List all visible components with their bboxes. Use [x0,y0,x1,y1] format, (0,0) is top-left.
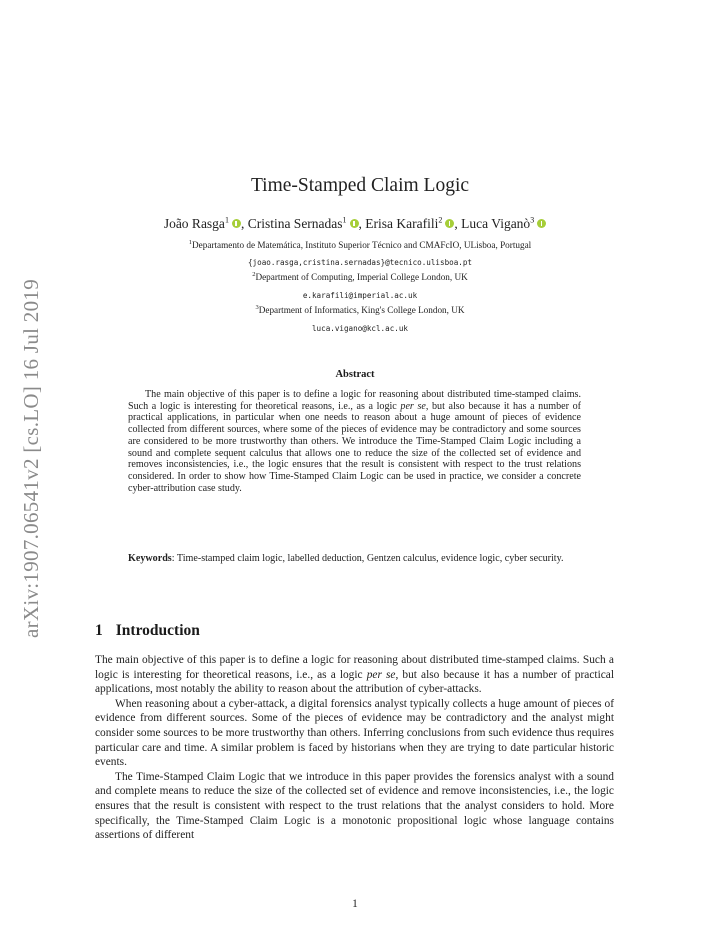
paragraph-text-part: The main objective of this paper is to define a logic for reasoning about distributed time-stamped claims. Such a logic is interesting for theoretical reasons, i.e., as a logic [95,654,614,681]
author-name: Luca Viganò [461,216,531,231]
paragraph: The Time-Stamped Claim Logic that we introduce in this paper provides the forensics analyst with a sound and complete means to reduce the size of the collected set of evidence and remove inconsistencies, i.e., the logic ensures that the result is consistent with respect to the trust relations that the analyst considers to hold. More specifically, the Time-Stamped Claim Logic is a monotonic propositional logic whose language contains assertions of different [95,770,614,842]
author-2 [248,216,359,232]
abstract-text-part: The main objective of this paper is to define a logic for reasoning about distributed time-stamped claims. Such a logic is interesting for theoretical reasons, i.e., as a logic [128,389,581,412]
abstract-text-part: , but also because it has a number of practical applications, in particular when one needs to reason about a huge amount of pieces of evidence collected from different sources, where some of the pieces of evidence may be contradictory and some sources are considered to be more trustworthy than others. We introduce the Time-Stamped Claim Logic including a sound and complete sequent calculus that allows one to reduce the size of the collected set of evidence and removes inconsistencies, i.e., the logic ensures that the result is consistent with respect to the trust relations considered. In order to show how Time-Stamped Claim Logic can be used in practice, we consider a concrete cyber-attribution case study. [128,400,582,494]
affiliation-mark: 1 [188,238,193,246]
orcid-icon[interactable] [537,219,546,228]
affiliation-3-email: luca.vigano@kcl.ac.uk [311,324,408,333]
affiliation-text: Departamento de Matemática, Instituto Superior Técnico and CMAFcIO, ULisboa, Portugal [192,240,532,250]
abstract-body [128,389,581,494]
paragraph: When reasoning about a cyber-attack, a digital forensics analyst typically collects a huge amount of pieces of evidence from different sources. Some of the pieces of evidence may be contradictory and the analyst might consider some sources to be more trustworthy than others. Inferring conclusions from such evidence thus requires particular care and time. A similar problem is faced by historians when they are trying to date particular historic events. [95,697,614,769]
author-name: Cristina Sernadas [247,216,343,231]
section-heading [95,622,200,640]
abstract-heading: Abstract [335,369,375,380]
affiliation-3 [0,305,720,315]
author-affiliation-mark: 2 [438,215,443,225]
author-affiliation-mark: 3 [530,215,535,225]
author-4 [461,216,546,232]
affiliation-mark: 3 [255,303,259,311]
affiliation-text: Department of Computing, Imperial College London, UK [255,272,468,282]
introduction-body [95,653,614,843]
orcid-icon[interactable] [232,219,241,228]
abstract-emphasis: per se [400,400,426,412]
paragraph [95,653,614,697]
keywords-label: Keywords [128,553,172,564]
keywords-text: : Time-stamped claim logic, labelled deduction, Gentzen calculus, evidence logic, cyber security. [171,553,564,564]
paragraph-emphasis: per se [366,668,396,681]
page-number: 1 [352,898,358,910]
affiliation-1-email: {joao.rasga,cristina.sernadas}@tecnico.ulisboa.pt [247,258,473,267]
keywords [128,553,581,565]
author-affiliation-mark: 1 [224,215,229,225]
affiliation-2 [0,272,720,282]
paper-title: Time-Stamped Claim Logic [250,175,470,196]
author-name: Erisa Karafili [365,216,439,231]
orcid-icon[interactable] [445,219,454,228]
author-name: João Rasga [163,216,225,231]
section-number: 1 [95,622,103,639]
arxiv-identifier-text: arXiv:1907.06541v2 [cs.LO] 16 Jul 2019 [19,278,44,638]
author-3 [365,216,454,232]
affiliation-text: Department of Informatics, King's College London, UK [258,305,465,315]
affiliation-1 [0,240,720,250]
author-affiliation-mark: 1 [342,215,347,225]
orcid-icon[interactable] [350,219,359,228]
arxiv-identifier-stamp [12,258,52,658]
affiliation-2-email: e.karafili@imperial.ac.uk [302,291,418,300]
author-1 [164,216,241,232]
section-title: Introduction [115,622,200,639]
affiliation-mark: 2 [252,270,256,278]
paragraph-text-part: , but also because it has a number of practical applications, most notably the ability to reason about the attribution of cyber-attacks. [95,668,615,696]
author-list: João Rasga$^1$ , Cristina Sernadas$^1$ , Erisa Karafili$^2$ , Luca Viganò$^3$ [0,216,710,232]
